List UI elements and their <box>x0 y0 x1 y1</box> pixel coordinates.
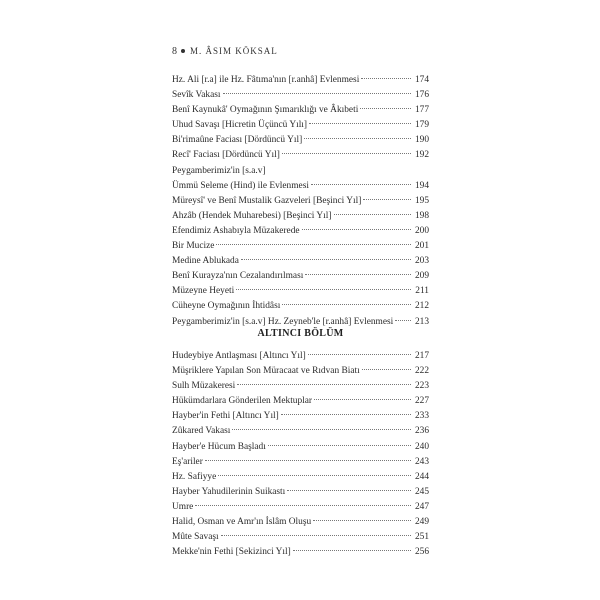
toc-entry <box>172 470 429 485</box>
toc-entry-page: 213 <box>414 316 429 327</box>
toc-entry <box>172 239 429 254</box>
toc-entry-title: Ahzâb (Hendek Muharebesi) [Beşinci Yıl] <box>172 210 332 221</box>
dot-leader <box>218 475 411 476</box>
toc-entry-page: 212 <box>414 301 429 312</box>
toc-entry-page: 243 <box>414 456 429 467</box>
toc-entry-title: Eş'ariler <box>172 456 203 467</box>
dot-leader <box>232 429 411 430</box>
toc-entry <box>172 455 429 470</box>
toc-entry-title: Efendimiz Ashabıyla Müzakerede <box>172 225 300 236</box>
dot-leader <box>302 229 411 230</box>
toc-entry-title: Peygamberimiz'in [s.a.v] Hz. Zeyneb'le [r.anhâ] Evlenmesi <box>172 316 394 327</box>
dot-leader <box>282 304 411 305</box>
toc-entry-title: Umre <box>172 501 194 512</box>
dot-leader <box>334 214 412 215</box>
toc-entry <box>172 254 429 269</box>
toc-entry-title: Hükümdarlara Gönderilen Mektuplar <box>172 396 313 407</box>
toc-entry-title: Hayber Yahudilerinin Suikastı <box>172 486 286 497</box>
dot-leader <box>361 78 411 79</box>
dot-leader <box>309 123 411 124</box>
toc-entry-title: Bir Mucize <box>172 241 215 252</box>
toc-entry-page: 200 <box>414 225 429 236</box>
toc-entry <box>172 409 429 424</box>
toc-entry-page: 192 <box>414 150 429 161</box>
toc-entry <box>172 424 429 439</box>
dot-leader <box>308 354 411 355</box>
toc-entry <box>172 364 429 379</box>
dot-leader <box>236 289 411 290</box>
running-head <box>172 46 278 57</box>
toc-entry-title: Recî' Faciası [Dördüncü Yıl] <box>172 150 280 161</box>
toc-entry <box>172 299 429 314</box>
toc-entry <box>172 379 429 394</box>
toc-entry <box>172 440 429 455</box>
toc-entry <box>172 269 429 284</box>
toc-list-part1 <box>172 73 429 330</box>
toc-entry-title: Mekke'nin Fethi [Sekizinci Yıl] <box>172 547 291 558</box>
toc-entry-title: Peygamberimiz'in [s.a.v] <box>172 165 266 176</box>
toc-entry <box>172 545 429 560</box>
author-name: M. ÂSIM KÖKSAL <box>190 46 278 56</box>
toc-entry-page: 247 <box>414 501 429 512</box>
toc-entry-page: 179 <box>414 120 429 131</box>
dot-leader <box>360 108 411 109</box>
dot-leader <box>223 93 411 94</box>
toc-entry-page: 233 <box>414 411 429 422</box>
toc-entry <box>172 284 429 299</box>
toc-entry-title: Hayber'e Hücum Başladı <box>172 441 266 452</box>
dot-leader <box>281 414 411 415</box>
toc-entry <box>172 133 429 148</box>
toc-entry <box>172 103 429 118</box>
toc-entry-title: Hz. Ali [r.a] ile Hz. Fâtıma'nın [r.anhâ] Evlenmesi <box>172 75 360 85</box>
dot-leader <box>311 184 411 185</box>
toc-entry <box>172 118 429 133</box>
toc-entry-page: 198 <box>414 210 429 221</box>
dot-leader <box>304 138 411 139</box>
toc-entry-title: Hayber'in Fethi [Altıncı Yıl] <box>172 411 279 422</box>
toc-entry-title: Cüheyne Oymağının İhtidâsı <box>172 301 281 312</box>
toc-entry-title: Mûte Savaşı <box>172 532 219 543</box>
toc-entry-title: Medine Ablukada <box>172 256 239 267</box>
toc-entry-page: 222 <box>414 366 429 377</box>
toc-entry-title: Ümmü Seleme (Hind) ile Evlenmesi <box>172 180 309 191</box>
toc-entry-title: Bi'rimaûne Faciası [Dördüncü Yıl] <box>172 135 303 146</box>
toc-entry-page: 245 <box>414 486 429 497</box>
dot-leader <box>395 320 411 321</box>
toc-entry-page: 249 <box>414 517 429 528</box>
toc-entry <box>172 349 429 364</box>
toc-entry-page: 256 <box>414 547 429 558</box>
dot-leader <box>293 550 411 551</box>
toc-entry-page: 209 <box>414 271 429 282</box>
toc-entry <box>172 88 429 103</box>
toc-entry <box>172 485 429 500</box>
section-title: ALTINCI BÖLÜM <box>257 328 344 339</box>
toc-entry-page: 217 <box>414 351 429 361</box>
dot-leader <box>241 259 411 260</box>
toc-entry-page: 203 <box>414 256 429 267</box>
toc-entry-page: 236 <box>414 426 429 437</box>
toc-entry-page: 240 <box>414 441 429 452</box>
toc-entry-title: Zûkared Vakası <box>172 426 231 437</box>
toc-entry <box>172 209 429 224</box>
toc-entry-title: Sevîk Vakası <box>172 90 221 101</box>
toc-entry <box>172 179 429 194</box>
toc-entry <box>172 164 429 179</box>
toc-list-part2 <box>172 349 429 560</box>
toc-entry-page: 177 <box>414 105 429 116</box>
dot-leader <box>363 199 411 200</box>
toc-entry-page: 251 <box>414 532 429 543</box>
dot-leader <box>195 505 411 506</box>
toc-entry-title: Uhud Savaşı [Hicretin Üçüncü Yılı] <box>172 120 308 131</box>
toc-entry-page: 227 <box>414 396 429 407</box>
dot-leader <box>362 369 411 370</box>
toc-entry <box>172 394 429 409</box>
dot-leader <box>205 460 411 461</box>
toc-entry <box>172 194 429 209</box>
toc-entry <box>172 148 429 163</box>
toc-entry <box>172 500 429 515</box>
dot-leader <box>314 399 411 400</box>
toc-entry-page: 194 <box>414 180 429 191</box>
toc-entry-page: 195 <box>414 195 429 206</box>
dot-leader <box>237 384 411 385</box>
dot-leader <box>287 490 411 491</box>
toc-entry-title: Hudeybiye Antlaşması [Altıncı Yıl] <box>172 351 306 361</box>
toc-entry <box>172 73 429 88</box>
dot-leader <box>313 520 411 521</box>
bullet-icon <box>181 49 185 53</box>
toc-entry-title: Müşriklere Yapılan Son Müracaat ve Rıdvan Biatı <box>172 366 360 377</box>
toc-entry-page: 190 <box>414 135 429 146</box>
dot-leader <box>282 153 411 154</box>
toc-entry <box>172 515 429 530</box>
toc-entry-title: Hz. Safiyye <box>172 471 217 482</box>
dot-leader <box>216 244 411 245</box>
toc-entry-title: Sulh Müzakeresi <box>172 381 236 392</box>
toc-entry-page: 211 <box>415 286 429 297</box>
toc-entry <box>172 530 429 545</box>
toc-entry-page: 176 <box>414 90 429 101</box>
dot-leader <box>305 274 411 275</box>
toc-entry <box>172 224 429 239</box>
toc-entry-title: Müreysî' ve Benî Mustalik Gazveleri [Beşinci Yıl] <box>172 195 362 206</box>
toc-entry-page: 174 <box>414 75 429 85</box>
toc-entry-title: Halid, Osman ve Amr'ın İslâm Oluşu <box>172 517 312 528</box>
toc-entry-title: Benî Kurayza'nın Cezalandırılması <box>172 271 304 282</box>
toc-entry-title: Benî Kaynukâ' Oymağının Şımarıklığı ve Âkıbeti <box>172 105 359 116</box>
dot-leader <box>221 535 411 536</box>
page-number: 8 <box>172 46 177 57</box>
toc-entry-page: 244 <box>414 471 429 482</box>
dot-leader <box>268 445 411 446</box>
toc-entry-page: 223 <box>414 381 429 392</box>
toc-entry-page: 201 <box>414 241 429 252</box>
toc-entry-title: Müzeyne Heyeti <box>172 286 235 297</box>
